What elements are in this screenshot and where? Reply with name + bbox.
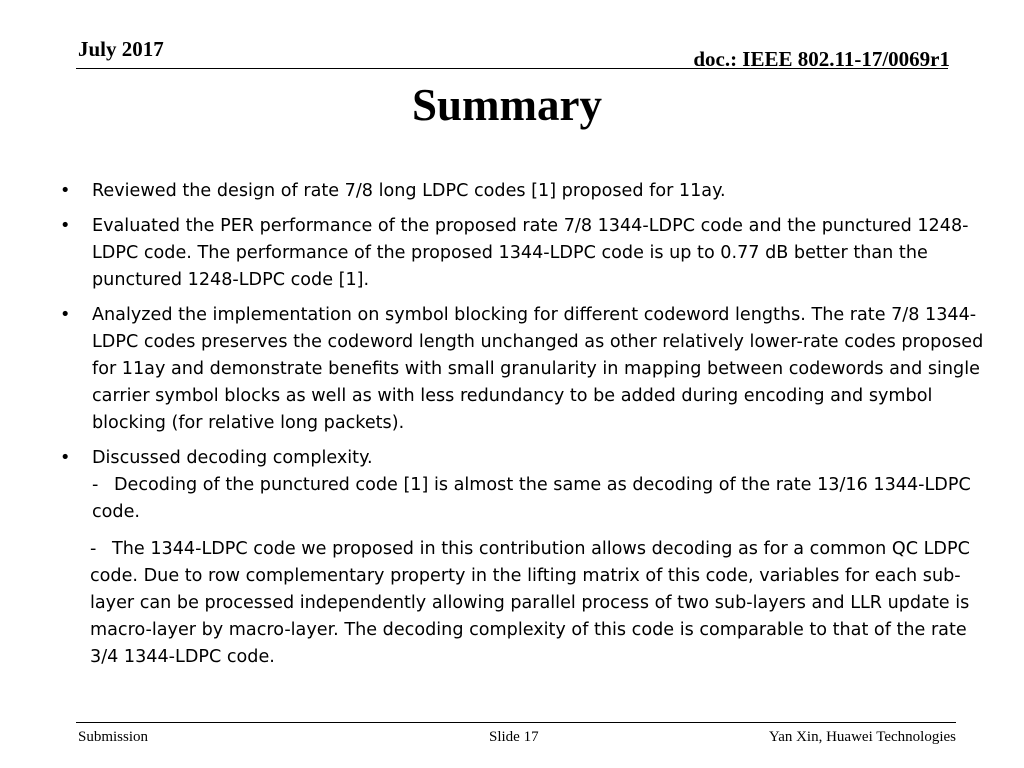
bullet-item bbox=[56, 178, 986, 205]
sub-paragraph bbox=[56, 536, 986, 671]
bullet-marker: • bbox=[60, 181, 71, 201]
footer-slide-number: Slide 17 bbox=[489, 729, 539, 745]
bullet-marker: • bbox=[60, 305, 71, 325]
header-divider bbox=[76, 68, 948, 69]
sub-paragraph-text: The 1344-LDPC code we proposed in this contribution allows decoding as for a common QC LDPC code. Due to row complementary property in the lifting matrix of this code, variables for each sub-layer can be processed independently allowing parallel process of two sub-layers and LLR update is macro-layer by macro-layer. The decoding complexity of this code is comparable to that of the rate 3/4 1344-LDPC code. bbox=[90, 539, 970, 667]
sub-bullet bbox=[92, 472, 986, 526]
bullet-text: Reviewed the design of rate 7/8 long LDPC codes [1] proposed for 11ay. bbox=[92, 181, 726, 201]
footer-author: Yan Xin, Huawei Technologies bbox=[768, 729, 956, 745]
bullet-item bbox=[56, 213, 986, 294]
footer-submission: Submission bbox=[78, 729, 149, 745]
sub-bullet-dash: - bbox=[92, 475, 99, 495]
sub-paragraph-dash: - bbox=[90, 539, 97, 559]
bullet-item bbox=[56, 302, 986, 437]
bullet-text: Evaluated the PER performance of the proposed rate 7/8 1344-LDPC code and the punctured 1248-LDPC code. The performance of the proposed 1344-LDPC code is up to 0.77 dB better than the punctured 1248-LDPC code [1]. bbox=[92, 216, 969, 290]
slide-content bbox=[56, 178, 986, 671]
header-doc-id: doc.: IEEE 802.11-17/0069r1 bbox=[693, 47, 950, 71]
footer-divider bbox=[76, 722, 956, 723]
slide-title: Summary bbox=[412, 80, 602, 130]
bullet-marker: • bbox=[60, 216, 71, 236]
bullet-text: Analyzed the implementation on symbol blocking for different codeword lengths. The rate 7/8 1344-LDPC codes preserves the codeword length unchanged as other relatively lower-rate codes proposed for 11ay and demonstrate benefits with small granularity in mapping between codewords and single carrier symbol blocks as well as with less redundancy to be added during encoding and symbol blocking (for relative long packets). bbox=[92, 305, 984, 433]
bullet-item bbox=[56, 445, 986, 526]
bullet-marker: • bbox=[60, 448, 71, 468]
sub-bullet-text: Decoding of the punctured code [1] is almost the same as decoding of the rate 13/16 1344-LDPC code. bbox=[92, 475, 971, 522]
bullet-text: Discussed decoding complexity. bbox=[92, 448, 373, 468]
header-date: July 2017 bbox=[78, 37, 164, 61]
